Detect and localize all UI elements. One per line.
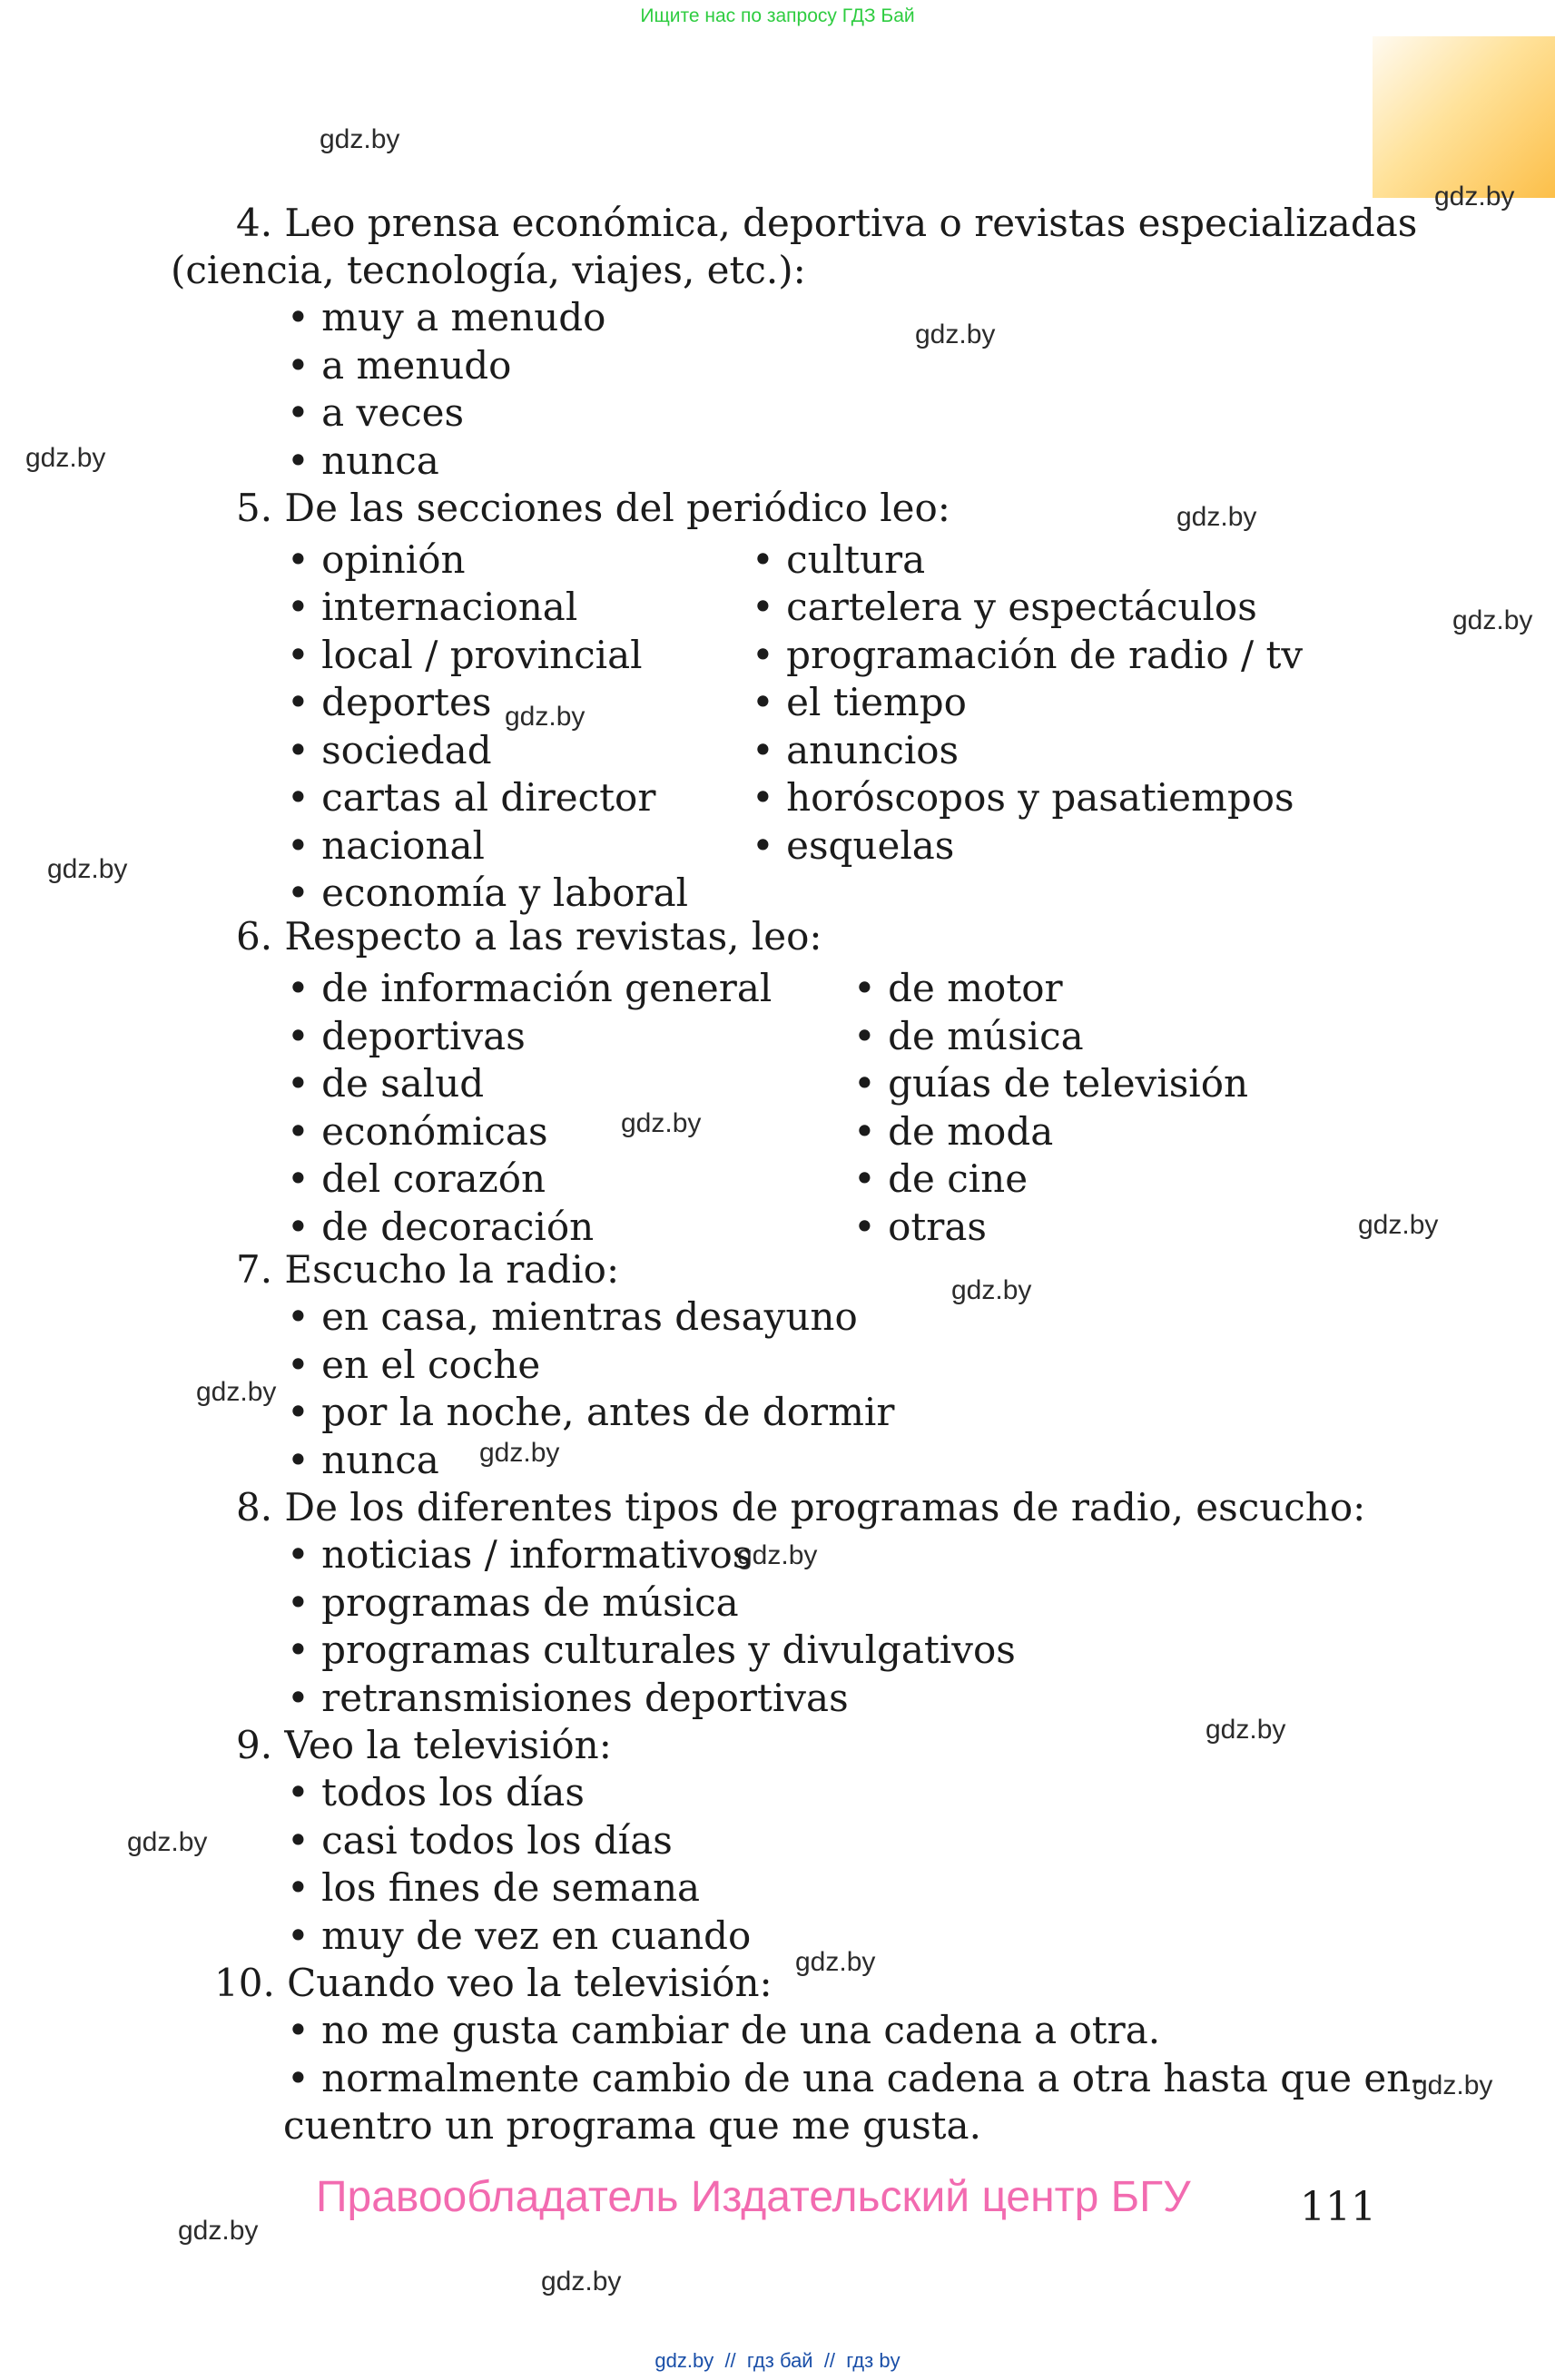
option-item: • nacional	[287, 827, 485, 865]
watermark: gdz.by	[1434, 182, 1515, 211]
option-item: • nunca	[287, 442, 439, 480]
option-item: • muy a menudo	[287, 299, 605, 337]
watermark: gdz.by	[1358, 1210, 1439, 1240]
top-banner[interactable]: Ищите нас по запросу ГДЗ Бай	[640, 5, 915, 26]
option-item: • horóscopos y pasatiempos	[752, 779, 1294, 817]
option-item: • el tiempo	[752, 684, 967, 722]
watermark: gdz.by	[25, 443, 106, 473]
question-10-title: 10. Cuando veo la televisión:	[214, 1961, 773, 2005]
option-item: • de cine	[853, 1160, 1028, 1198]
option-item: • los fines de semana	[287, 1869, 700, 1907]
option-item: • otras	[853, 1208, 987, 1246]
option-item: • cartas al director	[287, 779, 655, 817]
option-item: • no me gusta cambiar de una cadena a otra.	[287, 2011, 1160, 2050]
option-item: • todos los días	[287, 1774, 585, 1812]
watermark: gdz.by	[127, 1827, 208, 1857]
option-item: • economía y laboral	[287, 874, 688, 912]
question-8-title: 8. De los diferentes tipos de programas de radio, escucho:	[236, 1485, 1366, 1529]
option-item: • programas de música	[287, 1584, 739, 1622]
watermark: gdz.by	[1452, 605, 1533, 635]
rights-holder-footer: Правообладатель Издательский центр БГУ	[316, 2173, 1191, 2221]
watermark: gdz.by	[1412, 2070, 1493, 2100]
option-item: • sociedad	[287, 732, 492, 770]
watermark: gdz.by	[320, 124, 400, 154]
corner-decoration	[1373, 36, 1555, 198]
option-item: • de información general	[287, 969, 772, 1008]
option-item: • anuncios	[752, 732, 959, 770]
watermark: gdz.by	[1176, 502, 1257, 532]
option-item: • a veces	[287, 394, 464, 432]
option-item: • nunca	[287, 1441, 439, 1480]
question-5-title: 5. De las secciones del periódico leo:	[236, 486, 950, 530]
option-item: • opinión	[287, 541, 466, 579]
option-item: • económicas	[287, 1113, 548, 1151]
watermark: gdz.by	[795, 1947, 876, 1977]
option-item: • muy de vez en cuando	[287, 1917, 751, 1955]
watermark: gdz.by	[951, 1275, 1032, 1305]
option-item: • del corazón	[287, 1160, 546, 1198]
page-number: 111	[1300, 2184, 1376, 2230]
option-item: • cultura	[752, 541, 925, 579]
watermark: gdz.by	[915, 320, 996, 349]
option-item: • de salud	[287, 1065, 484, 1103]
question-7-title: 7. Escucho la radio:	[236, 1247, 620, 1292]
option-item: • internacional	[287, 588, 577, 626]
option-item: • retransmisiones deportivas	[287, 1679, 849, 1717]
watermark: gdz.by	[178, 2216, 259, 2246]
question-4-title: 4. Leo prensa económica, deportiva o revistas especializadas	[236, 201, 1418, 245]
option-item: • normalmente cambio de una cadena a otra hasta que en-	[287, 2060, 1424, 2098]
watermark: gdz.by	[479, 1438, 560, 1468]
option-item: • en casa, mientras desayuno	[287, 1298, 858, 1336]
watermark: gdz.by	[47, 854, 128, 884]
option-item: • casi todos los días	[287, 1822, 673, 1860]
question-4-title-cont: (ciencia, tecnología, viajes, etc.):	[171, 248, 806, 292]
option-item: • por la noche, antes de dormir	[287, 1393, 894, 1431]
option-item: • en el coche	[287, 1346, 540, 1384]
watermark: gdz.by	[196, 1377, 277, 1407]
option-item: • noticias / informativos	[287, 1536, 752, 1574]
watermark: gdz.by	[1206, 1715, 1286, 1745]
option-item: • cartelera y espectáculos	[752, 588, 1257, 626]
option-item: • deportes	[287, 684, 491, 722]
option-item-cont: cuentro un programa que me gusta.	[283, 2103, 981, 2148]
watermark: gdz.by	[505, 702, 586, 732]
option-item: • programas culturales y divulgativos	[287, 1631, 1016, 1669]
watermark: gdz.by	[737, 1540, 818, 1570]
option-item: • guías de televisión	[853, 1065, 1248, 1103]
option-item: • de música	[853, 1018, 1084, 1056]
option-item: • deportivas	[287, 1018, 526, 1056]
option-item: • de decoración	[287, 1208, 594, 1246]
option-item: • de moda	[853, 1113, 1053, 1151]
option-item: • a menudo	[287, 347, 511, 385]
question-6-title: 6. Respecto a las revistas, leo:	[236, 914, 822, 959]
question-9-title: 9. Veo la televisión:	[236, 1723, 612, 1767]
option-item: • esquelas	[752, 827, 954, 865]
option-item: • local / provincial	[287, 636, 643, 674]
bottom-links[interactable]: gdz.by // гдз бай // гдз by	[654, 2349, 901, 2372]
option-item: • de motor	[853, 969, 1063, 1008]
watermark: gdz.by	[541, 2267, 622, 2296]
option-item: • programación de radio / tv	[752, 636, 1303, 674]
watermark: gdz.by	[621, 1108, 702, 1138]
